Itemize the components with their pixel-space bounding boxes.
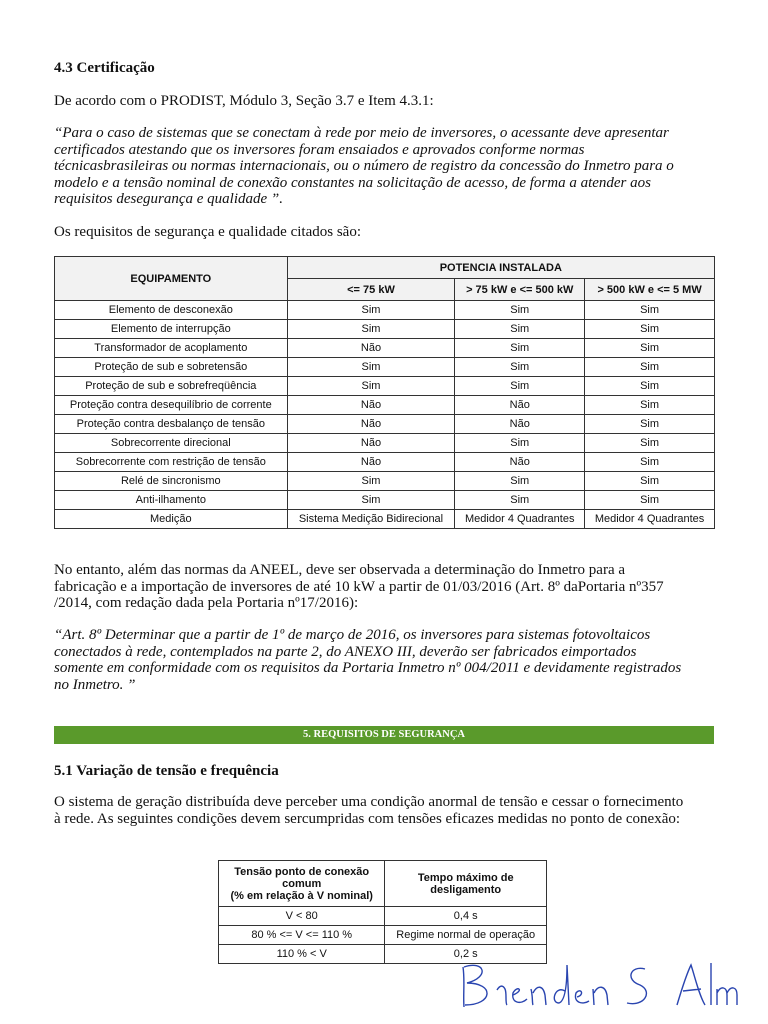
table-row	[55, 301, 715, 320]
col-header: <= 75 kW	[287, 279, 455, 301]
requirement-cell: Não	[287, 453, 455, 472]
section-5-banner: 5. REQUISITOS DE SEGURANÇA	[54, 726, 714, 744]
requirement-cell: Sim	[287, 358, 455, 377]
section-title: 4.3 Certificação	[54, 60, 155, 76]
requirement-cell: Sim	[585, 301, 715, 320]
requirement-cell: Sim	[455, 339, 585, 358]
equipment-name: Anti-ilhamento	[55, 491, 288, 510]
table-row	[55, 472, 715, 491]
table-row	[55, 453, 715, 472]
voltage-condition: V < 80	[219, 907, 385, 926]
requirement-cell: Sim	[455, 301, 585, 320]
requirement-cell: Sim	[585, 396, 715, 415]
header-tensao: Tensão ponto de conexão comum (% em relação à V nominal)	[219, 861, 385, 907]
requirement-cell: Sim	[455, 491, 585, 510]
requirement-cell: Sim	[455, 472, 585, 491]
requirement-cell: Sim	[455, 377, 585, 396]
table-row	[55, 415, 715, 434]
requirement-cell: Não	[455, 415, 585, 434]
voltage-condition: 110 % < V	[219, 945, 385, 964]
disconnect-time: 0,4 s	[385, 907, 547, 926]
equipment-name: Proteção contra desbalanço de tensão	[55, 415, 288, 434]
requirement-cell: Sim	[287, 301, 455, 320]
equipment-name: Elemento de interrupção	[55, 320, 288, 339]
table-row	[219, 907, 547, 926]
requirement-cell: Não	[287, 415, 455, 434]
requirement-cell: Sim	[455, 320, 585, 339]
handwritten-signature	[455, 955, 755, 1020]
requirement-cell: Sim	[585, 491, 715, 510]
requirement-cell: Não	[287, 339, 455, 358]
equipment-name: Proteção de sub e sobrefreqüência	[55, 377, 288, 396]
requirement-cell: Sim	[585, 339, 715, 358]
requirement-cell: Sim	[455, 434, 585, 453]
table-row	[55, 320, 715, 339]
header-tempo: Tempo máximo de desligamento	[385, 861, 547, 907]
requirement-cell: Sim	[287, 320, 455, 339]
inmetro-paragraph: No entanto, além das normas da ANEEL, deve ser observada a determinação do Inmetro para a fabricação e a importação de inversores de até 10 kW a partir de 01/03/2016 (Art. 8º daPortaria nº357 /2014, com redação dada pela Portaria nº17/2016):	[54, 562, 664, 612]
disconnect-time: Regime normal de operação	[385, 926, 547, 945]
equipment-name: Transformador de acoplamento	[55, 339, 288, 358]
table-row	[55, 396, 715, 415]
requirement-cell: Medidor 4 Quadrantes	[585, 510, 715, 529]
col-header: > 75 kW e <= 500 kW	[455, 279, 585, 301]
requirement-cell: Sim	[585, 415, 715, 434]
table-row	[219, 926, 547, 945]
equipment-name: Sobrecorrente com restrição de tensão	[55, 453, 288, 472]
equipment-name: Proteção de sub e sobretensão	[55, 358, 288, 377]
requirement-cell: Sim	[287, 491, 455, 510]
requirement-cell: Sim	[585, 377, 715, 396]
disconnect-time: 0,2 s	[385, 945, 547, 964]
quote-portaria: “Art. 8º Determinar que a partir de 1º de março de 2016, os inversores para sistemas fotovoltaicos conectados à rede, contemplados na parte 2, do ANEXO III, deverão ser fabricados eimportados somente em conformidade com os requisitos da Portaria Inmetro nº 004/2011 e devidamente registrados no Inmetro. ”	[54, 627, 682, 693]
quote-prodist: “Para o caso de sistemas que se conectam à rede por meio de inversores, o acessante deve apresentar certificados atestando que os inversores foram ensaiados e aprovados conforme normas técnicasbrasileiras ou normas internacionais, ou o número de registro da concessão do Inmetro para o modelo e a tensão nominal de conexão constantes na solicitação de acesso, de forma a atender aos requisitos desegurança e qualidade ”.	[54, 125, 674, 208]
requirement-cell: Sim	[585, 472, 715, 491]
voltage-table	[218, 860, 547, 964]
table-row	[55, 377, 715, 396]
table-row	[55, 358, 715, 377]
voltage-condition: 80 % <= V <= 110 %	[219, 926, 385, 945]
requirement-cell: Não	[455, 453, 585, 472]
voltage-paragraph: O sistema de geração distribuída deve perceber uma condição anormal de tensão e cessar o fornecimento à rede. As seguintes condições devem sercumpridas com tensões eficazes medidas no ponto de conexão:	[54, 794, 684, 827]
requisitos-intro: Os requisitos de segurança e qualidade citados são:	[54, 224, 361, 240]
table-row	[55, 491, 715, 510]
requirement-cell: Sim	[585, 358, 715, 377]
header-equipamento: EQUIPAMENTO	[55, 257, 288, 301]
requirement-cell: Sim	[455, 358, 585, 377]
requirement-cell: Sim	[585, 434, 715, 453]
header-potencia: POTENCIA INSTALADA	[287, 257, 714, 279]
section-51-title: 5.1 Variação de tensão e frequência	[54, 763, 279, 779]
requirement-cell: Medidor 4 Quadrantes	[455, 510, 585, 529]
equipment-requirements-table	[54, 256, 715, 529]
table-row	[55, 510, 715, 529]
table-row	[55, 339, 715, 358]
table-row	[55, 434, 715, 453]
requirement-cell: Não	[287, 396, 455, 415]
equipment-name: Sobrecorrente direcional	[55, 434, 288, 453]
requirement-cell: Sim	[585, 320, 715, 339]
requirement-cell: Sim	[287, 377, 455, 396]
requirement-cell: Sistema Medição Bidirecional	[287, 510, 455, 529]
equipment-name: Elemento de desconexão	[55, 301, 288, 320]
requirement-cell: Não	[287, 434, 455, 453]
equipment-name: Medição	[55, 510, 288, 529]
requirement-cell: Sim	[287, 472, 455, 491]
equipment-name: Relé de sincronismo	[55, 472, 288, 491]
equipment-name: Proteção contra desequilíbrio de corrente	[55, 396, 288, 415]
col-header: > 500 kW e <= 5 MW	[585, 279, 715, 301]
intro-text: De acordo com o PRODIST, Módulo 3, Seção 3.7 e Item 4.3.1:	[54, 93, 434, 109]
requirement-cell: Não	[455, 396, 585, 415]
requirement-cell: Sim	[585, 453, 715, 472]
